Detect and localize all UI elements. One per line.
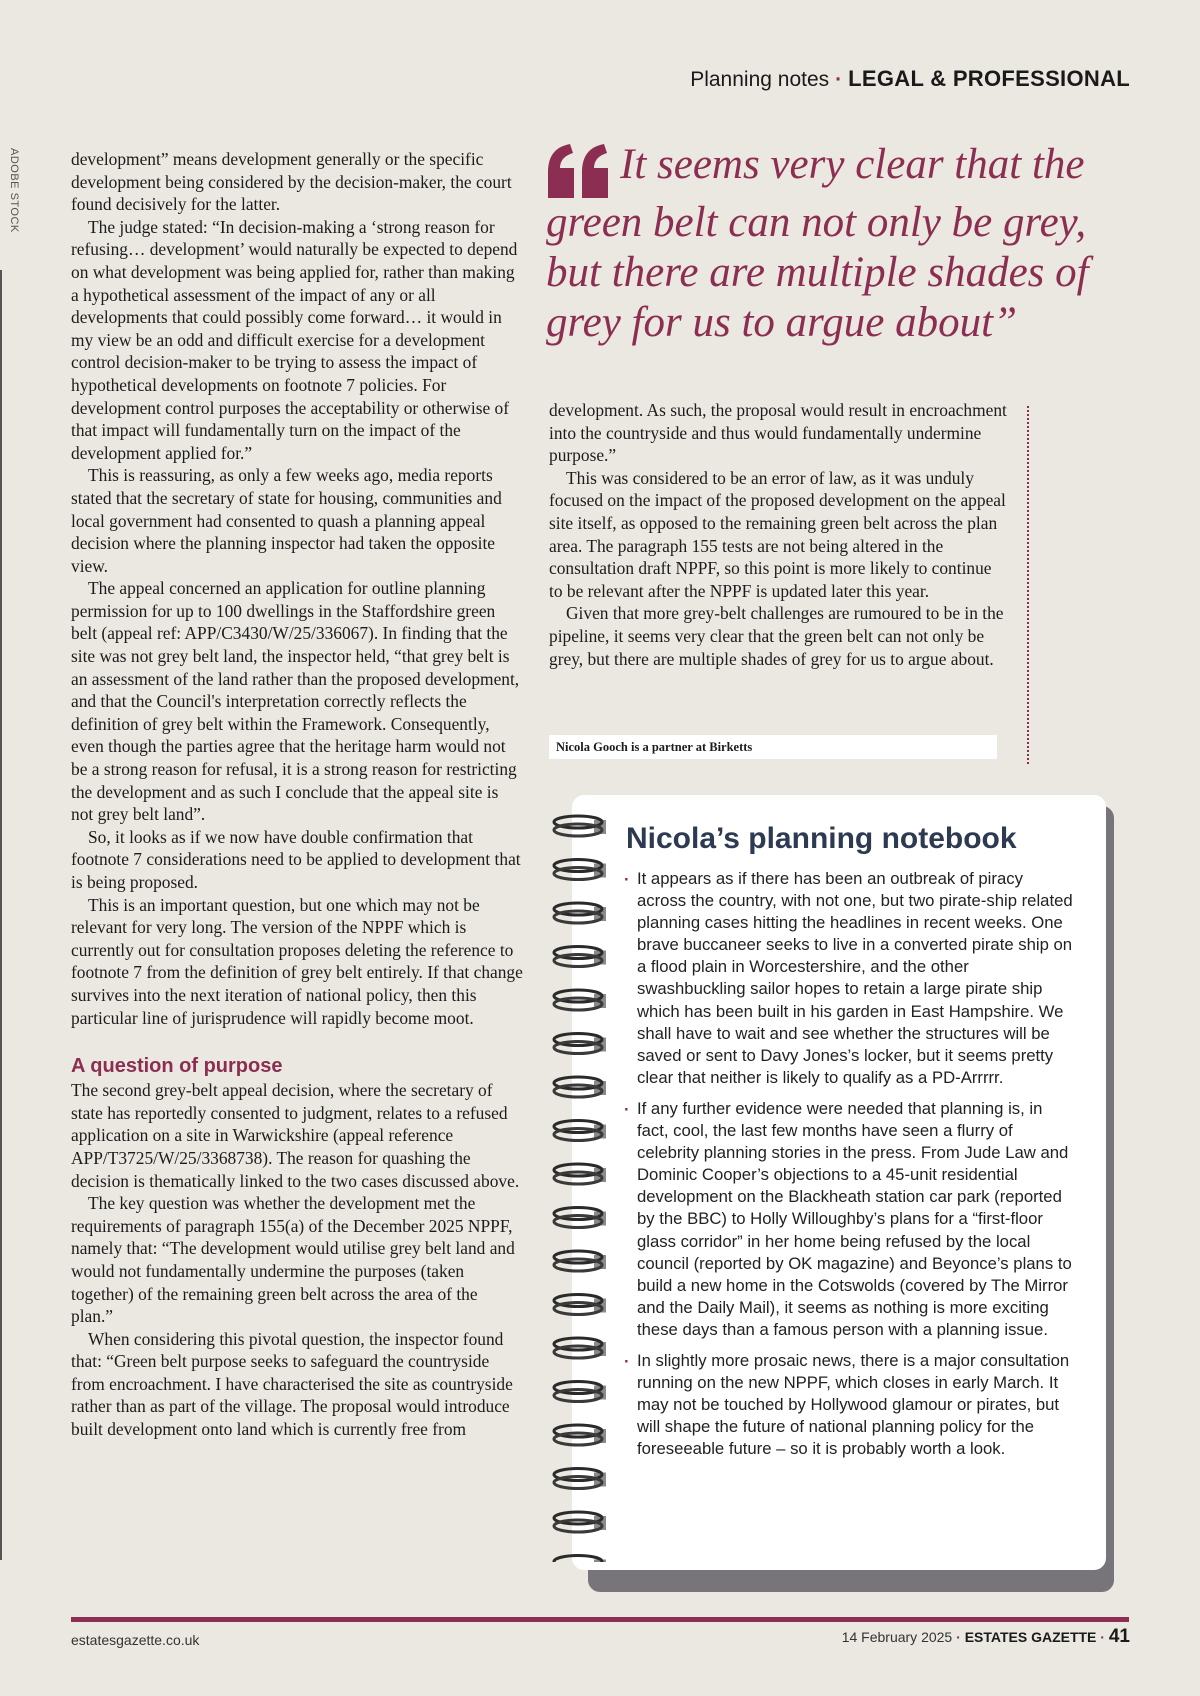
- binding-ring-icon: [554, 1512, 606, 1532]
- body-paragraph: This is an important question, but one which may not be relevant for very long. The version of the NPPF which is currently out for consultation proposes deleting the reference to footnote 7 from the definition of grey belt entirely. If that change survives into the next iteration of national policy, then this particular line of jurisprudence will rapidly become moot.: [71, 894, 523, 1028]
- body-paragraph: The appeal concerned an application for outline planning permission for up to 100 dwellings in the Staffordshire green belt (appeal ref: APP/C3430/W/25/336067). In finding that the site was not grey belt land, the inspector held, “that grey belt is an assessment of the land rather than the proposed development, and that the Council's interpretation correctly reflects the definition of grey belt within the Framework. Consequently, even though the parties agree that the heritage harm would not be a strong reason for refusal, it is a strong reason for restricting the development and as such I conclude that the appeal site is not grey belt land”.: [71, 578, 520, 825]
- notebook-list: [624, 868, 1074, 1469]
- binding-ring-icon: [554, 1164, 606, 1184]
- binding-ring-icon: [554, 1121, 606, 1141]
- quote-mark-icon: [546, 144, 614, 198]
- bullet-icon: ·: [624, 870, 630, 889]
- notebook-item: [624, 1350, 1074, 1460]
- left-column: [71, 148, 523, 1441]
- separator-dot: ·: [956, 1629, 961, 1645]
- body-paragraph: This was considered to be an error of law, as it was unduly focused on the impact of the proposed development on the appeal site itself, as opposed to the remaining green belt across the plan area. The paragraph 155 tests are not being altered in the consultation draft NPPF, so this point is more likely to continue to be relevant after the NPPF is updated later this year.: [549, 467, 1006, 601]
- spiral-binding: [548, 806, 612, 1562]
- binding-ring-icon: [554, 1382, 606, 1402]
- body-paragraph: development. As such, the proposal would result in encroachment into the countryside and thus would fundamentally undermine purpose.”: [549, 400, 1007, 466]
- bullet-icon: ·: [624, 1351, 630, 1371]
- notebook-item-text: It appears as if there has been an outbreak of piracy across the country, with not one, but two pirate-ship related planning cases hitting the headlines in recent weeks. One brave buccaneer seeks to live in a converted pirate ship on a flood plain in Worcestershire, and the other swashbuckling sailor hopes to retain a large pirate ship which has been built in his garden in East Hampshire. We shall have to wait and see whether the structures will be saved or sent to Davy Jones’s locker, but it seems pretty clear that neither is likely to qualify as a PD-Arrrrr.: [637, 869, 1073, 1087]
- binding-ring-icon: [554, 1556, 606, 1563]
- bullet-icon: ·: [624, 1099, 630, 1119]
- footer-website: estatesgazette.co.uk: [71, 1632, 200, 1648]
- pull-quote: [546, 140, 1106, 348]
- binding-ring-icon: [554, 816, 606, 836]
- section-label: Planning notes: [690, 68, 830, 91]
- running-header: [690, 66, 1130, 92]
- body-paragraph: So, it looks as if we now have double confirmation that footnote 7 considerations need to be applied to development that is being proposed.: [71, 826, 521, 892]
- binding-ring-icon: [554, 1469, 606, 1489]
- notebook-title: Nicola’s planning notebook: [626, 822, 1017, 855]
- notebook-item-text: In slightly more prosaic news, there is a major consultation running on the new NPPF, which closes in early March. It may not be touched by Hollywood glamour or pirates, but will shape the future of national planning policy for the foreseeable future – so it is probably worth a look.: [637, 1350, 1070, 1459]
- binding-ring-icon: [554, 1338, 606, 1358]
- binding-ring-icon: [554, 1425, 606, 1445]
- body-paragraph: Given that more grey-belt challenges are rumoured to be in the pipeline, it seems very clear that the green belt can not only be grey, but there are multiple shades of grey for us to argue about.: [549, 603, 1004, 669]
- binding-ring-icon: [554, 1077, 606, 1097]
- binding-ring-icon: [554, 947, 606, 967]
- pull-quote-text: It seems very clear that the green belt can not only be grey, but there are multiple shades of grey for us to argue about”: [546, 141, 1089, 346]
- binding-ring-icon: [554, 1295, 606, 1315]
- binding-ring-icon: [554, 1034, 606, 1054]
- binding-ring-icon: [554, 860, 606, 880]
- publication-name: ESTATES GAZETTE: [964, 1629, 1097, 1645]
- edge-rule: [0, 270, 2, 1560]
- body-paragraph: This is reassuring, as only a few weeks ago, media reports stated that the secretary of state for housing, communities and local government had consented to quash a planning appeal decision where the planning inspector had taken the opposite view.: [71, 465, 502, 576]
- subheading: A question of purpose: [71, 1055, 283, 1078]
- binding-ring-icon: [554, 990, 606, 1010]
- notebook-item: [624, 868, 1074, 1089]
- binding-ring-icon: [554, 1251, 606, 1271]
- right-column: [549, 399, 1009, 670]
- body-paragraph: The judge stated: “In decision-making a ‘strong reason for refusing… development’ would naturally be expected to depend on what development was being applied for, rather than making a hypothetical assessment of the impact of any or all developments that could possibly come forward… it would in my view be an odd and difficult exercise for a development control decision-maker to be trying to assess the impact of hypothetical developments on footnote 7 policies. For development control purposes the acceptability or otherwise of that impact will fundamentally turn on the impact of the development applied for.”: [71, 216, 518, 463]
- section-title: LEGAL & PROFESSIONAL: [848, 66, 1130, 91]
- separator-dot: ·: [835, 68, 843, 91]
- binding-ring-icon: [554, 903, 606, 923]
- issue-date: 14 February 2025: [841, 1629, 953, 1645]
- photo-credit: ADOBE STOCK: [8, 148, 20, 233]
- body-paragraph: The key question was whether the development met the requirements of paragraph 155(a) of the December 2025 NPPF, namely that: “The development would utilise grey belt land and would not fundamentally undermine the purposes (taken together) of the remaining green belt across the area of the plan.”: [71, 1193, 515, 1327]
- body-paragraph: The second grey-belt appeal decision, where the secretary of state has reportedly consented to judgment, relates to a refused application on a site in Warwickshire (appeal reference APP/T3725/W/25/3368738). The reason for quashing the decision is thematically linked to the two cases discussed above.: [71, 1080, 520, 1191]
- page-number: 41: [1108, 1626, 1130, 1647]
- binding-ring-icon: [554, 1208, 606, 1228]
- author-byline: Nicola Gooch is a partner at Birketts: [549, 735, 997, 759]
- footer-folio: [842, 1626, 1130, 1648]
- footer-rule: [71, 1617, 1129, 1622]
- body-paragraph: When considering this pivotal question, the inspector found that: “Green belt purpose seeks to safeguard the countryside from encroachment. I have characterised the site as countryside rather than as part of the village. The proposal would introduce built development onto land which is currently free from: [71, 1328, 513, 1440]
- dotted-divider: [1027, 406, 1029, 764]
- notebook-item: [624, 1098, 1074, 1341]
- notebook-item-text: If any further evidence were needed that planning is, in fact, cool, the last few months have seen a flurry of celebrity planning stories in the press. From Jude Law and Dominic Cooper’s objections to a 45-unit residential development on the Blackheath station car park (reported by the BBC) to Holly Willoughby’s plans for a “first-floor glass corridor” in her home being refused by the local council (reported by OK magazine) and Beyonce’s plans to build a new home in the Cotswolds (covered by The Mirror and the Daily Mail), it seems as nothing is more exciting these days than a famous person with a planning issue.: [637, 1098, 1072, 1339]
- body-paragraph: development” means development generally or the specific development being considered by the decision-maker, the court found decisively for the latter.: [71, 149, 512, 215]
- separator-dot: ·: [1100, 1629, 1105, 1645]
